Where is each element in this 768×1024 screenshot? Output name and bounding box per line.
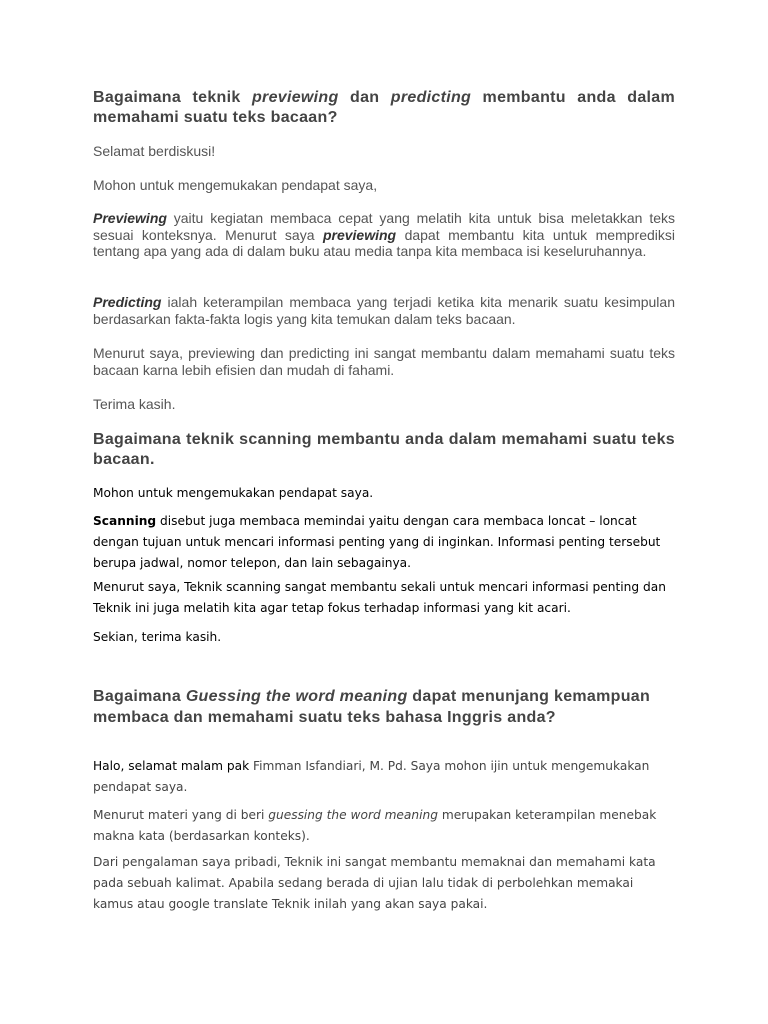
heading-text: Bagaimana bbox=[93, 688, 186, 705]
previewing-paragraph bbox=[93, 210, 675, 260]
paragraph-text: ialah keterampilan membaca yang terjadi ketika kita menarik suatu kesimpulan berdasarkan fakta-fakta logis yang kita temukan dalam teks bacaan. bbox=[93, 294, 675, 327]
paragraph-text: yaitu kegiatan membaca cepat yang melatih kita untuk bisa meletakkan teks sesuai konteksnya. Menurut saya bbox=[93, 210, 675, 243]
opinion-paragraph: Menurut saya, previewing dan predicting ini sangat membantu dalam memahami suatu teks bacaan karna lebih efisien dan mudah di fahami. bbox=[93, 345, 675, 378]
heading-text: Bagaimana teknik bbox=[93, 89, 252, 106]
term-previewing: Previewing bbox=[93, 210, 167, 226]
closing-text: Sekian, terima kasih. bbox=[93, 630, 222, 644]
paragraph-text: Fimman Isfandiari, M. Pd. Saya mohon ijin untuk mengemukakan pendapat saya. bbox=[93, 759, 650, 794]
intro-text: Mohon untuk mengemukakan pendapat saya, bbox=[93, 177, 378, 193]
closing-text: Terima kasih. bbox=[93, 396, 176, 412]
intro-text: Mohon untuk mengemukakan pendapat saya. bbox=[93, 486, 374, 500]
heading-emphasis: predicting bbox=[390, 89, 472, 106]
paragraph-text: Menurut materi yang di beri bbox=[93, 808, 269, 822]
term-predicting: Predicting bbox=[93, 294, 162, 310]
greeting-text: Selamat berdiskusi! bbox=[93, 143, 216, 159]
term-guessing-word-meaning: guessing the word meaning bbox=[268, 808, 438, 822]
paragraph-text: dapat membantu kita untuk memprediksi tentang apa yang ada di dalam buku atau media tanpa kita membaca isi keseluruhannya. bbox=[93, 226, 675, 259]
opinion-paragraph: Menurut saya, Teknik scanning sangat membantu sekali untuk mencari informasi penting dan Teknik ini juga melatih kita agar tetap fokus terhadap informasi yang kit acari. bbox=[93, 580, 666, 615]
experience-paragraph: Dari pengalaman saya pribadi, Teknik ini sangat membantu memaknai dan memahami kata pada sebuah kalimat. Apabila sedang berada di ujian lalu tidak di perbolehkan memakai kamus atau google translate Teknik inilah yang akan saya pakai. bbox=[93, 855, 656, 911]
definition-paragraph bbox=[93, 805, 675, 847]
question-1-heading bbox=[93, 88, 675, 128]
term-previewing: previewing bbox=[322, 226, 397, 243]
scanning-paragraph bbox=[93, 511, 675, 574]
question-3-heading bbox=[93, 686, 675, 728]
heading-emphasis: previewing bbox=[251, 89, 339, 106]
heading-text: dan bbox=[338, 89, 391, 106]
term-scanning: Scanning bbox=[93, 514, 157, 528]
heading-emphasis: Guessing the word meaning bbox=[185, 688, 408, 705]
question-2-heading: Bagaimana teknik scanning membantu anda dalam memahami suatu teks bacaan. bbox=[93, 431, 675, 468]
paragraph-text: merupakan keterampilan menebak makna kata (berdasarkan konteks). bbox=[93, 808, 657, 843]
heading-text: dapat menunjang kemampuan membaca dan memahami suatu teks bahasa Inggris anda? bbox=[93, 688, 651, 726]
paragraph-text: disebut juga membaca memindai yaitu dengan cara membaca loncat – loncat dengan tujuan untuk mencari informasi penting yang di inginkan. Informasi penting tersebut berupa jadwal, nomor telepon, dan lain sebagainya. bbox=[93, 514, 661, 570]
predicting-paragraph bbox=[93, 294, 675, 327]
heading-text: membantu anda dalam memahami suatu teks bacaan? bbox=[93, 89, 676, 126]
paragraph-text: Halo, selamat malam pak bbox=[93, 759, 253, 773]
greeting-paragraph bbox=[93, 756, 675, 798]
